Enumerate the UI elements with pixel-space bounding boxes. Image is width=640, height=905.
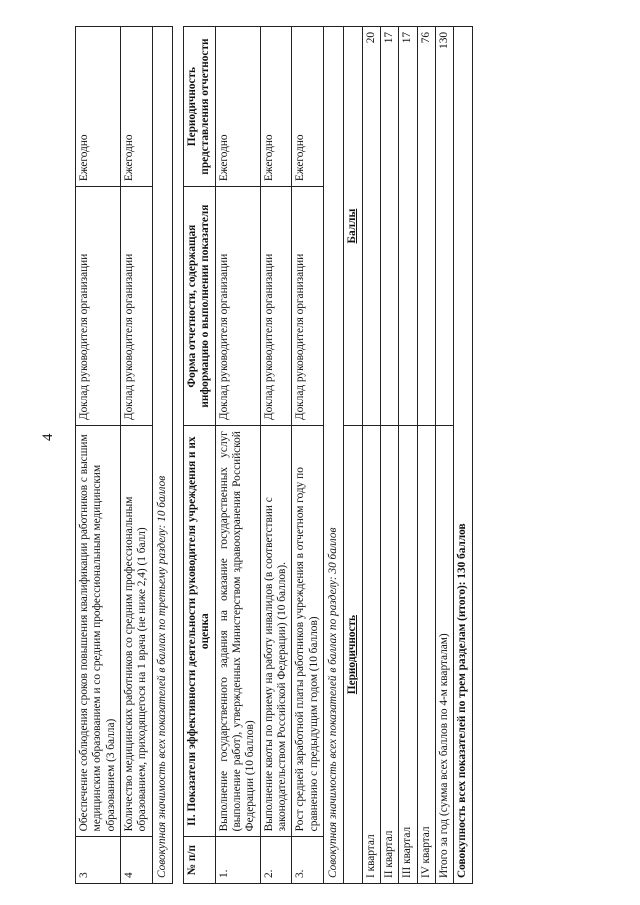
row-number: 2. [260, 837, 292, 884]
report-period: Ежегодно [215, 27, 260, 187]
report-period: Ежегодно [292, 27, 324, 187]
table-header-row [183, 27, 215, 884]
indicator-text: Выполнение квоты по приему на работу инвалидов (в соответствии с законодательством Российской Федерации) (10 баллов). [260, 426, 292, 837]
score-label: Итого за год (сумма всех баллов по 4-м кварталам) [435, 426, 453, 884]
scores-header-points [344, 27, 362, 426]
header-number: № п/п [183, 837, 215, 884]
grand-total: Совокупность всех показателей по трем разделам (итого): 130 баллов [454, 27, 472, 884]
scores-header-points-text: Баллы [346, 208, 359, 244]
score-row [417, 27, 435, 884]
header-indicator: II. Показатели эффективности деятельности руководителя учреждения и их оценка [183, 426, 215, 837]
section-subtotal: Совокупная значимость всех показателей в баллах по третьему разделу: 10 баллов [152, 27, 172, 884]
indicator-text: Количество медицинских работников со средним профессиональным образованием, приходящегося на 1 врача (не ниже 2,4) (1 балл) [120, 426, 152, 837]
row-number: 3 [76, 837, 121, 884]
score-row [362, 27, 380, 884]
rotated-document [75, 26, 554, 884]
indicator-text: Обеспечение соблюдения сроков повышения квалификации работников с высшим медицинским образованием и со средним профессиональным медицинским образованием (3 балла) [76, 426, 121, 837]
table-row [292, 27, 324, 884]
section-subtotal: Совокупная значимость всех показателей в баллах по разделу: 30 баллов [323, 27, 343, 884]
row-number: 3. [292, 837, 324, 884]
row-number: 4 [120, 837, 152, 884]
score-label: III квартал [399, 426, 417, 884]
report-form: Доклад руководителя организации [292, 187, 324, 426]
report-form: Доклад руководителя организации [215, 187, 260, 426]
scores-header-period [344, 426, 362, 884]
score-value: 20 [362, 27, 380, 426]
indicator-text: Рост средней заработной платы работников учреждения в отчетном году по сравнению с предыдущим годом (10 баллов) [292, 426, 324, 837]
table-row [120, 27, 152, 884]
report-period: Ежегодно [120, 27, 152, 187]
score-row [399, 27, 417, 884]
scores-header-row [344, 27, 362, 884]
section-subtotal-row [323, 27, 343, 884]
indicator-text: Выполнение государственного задания на оказание государственных услуг (выполнение работ), утвержденных Министерством здравоохранения Российской Федерации (10 баллов) [215, 426, 260, 837]
report-form: Доклад руководителя организации [120, 187, 152, 426]
report-form: Доклад руководителя организации [76, 187, 121, 426]
score-value: 130 [435, 27, 453, 426]
report-form: Доклад руководителя организации [260, 187, 292, 426]
table-row [260, 27, 292, 884]
score-value: 76 [417, 27, 435, 426]
score-label: IV квартал [417, 426, 435, 884]
grand-total-row [454, 27, 472, 884]
report-period: Ежегодно [76, 27, 121, 187]
score-row [435, 27, 453, 884]
score-value: 17 [380, 27, 398, 426]
report-period: Ежегодно [260, 27, 292, 187]
page-number: 4 [40, 433, 56, 441]
score-label: II квартал [380, 426, 398, 884]
scores-header-period-text: Периодичность [346, 614, 359, 695]
header-period: Периодичность представления отчетности [183, 27, 215, 187]
section-subtotal-row [152, 27, 172, 884]
score-value: 17 [399, 27, 417, 426]
table-row [76, 27, 121, 884]
row-number: 1. [215, 837, 260, 884]
indicators-table-part3 [75, 26, 473, 884]
score-row [380, 27, 398, 884]
header-form: Форма отчетности, содержащая информацию о выполнении показателя [183, 187, 215, 426]
table-row [215, 27, 260, 884]
score-label: I квартал [362, 426, 380, 884]
